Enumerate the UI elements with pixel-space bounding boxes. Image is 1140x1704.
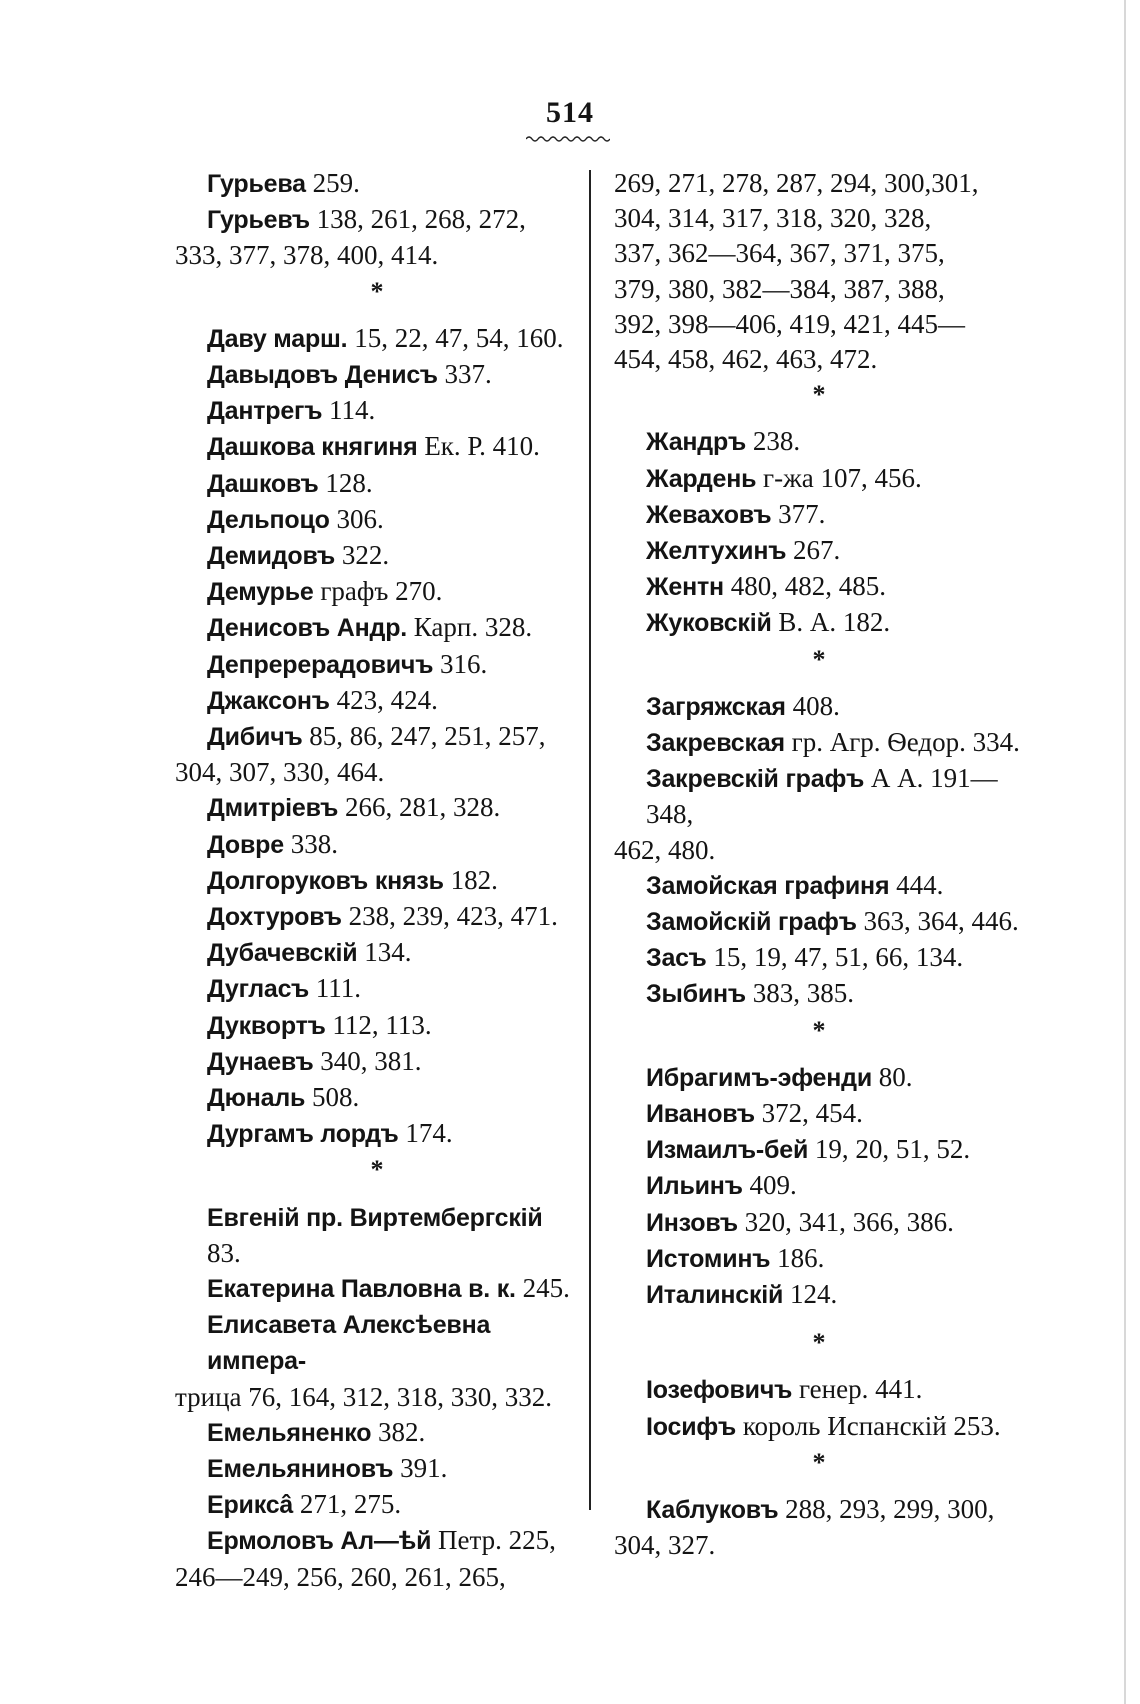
- entry-name: Загряжская: [646, 692, 786, 721]
- index-entry: [646, 461, 1024, 497]
- section-separator-asterisk: *: [370, 276, 384, 306]
- index-entry-continuation: 269, 271, 278, 287, 294, 300,301,: [614, 168, 979, 198]
- entry-references: 124.: [783, 1279, 838, 1310]
- entry-references: г-жа 107, 456.: [756, 462, 922, 493]
- index-entry: [646, 940, 1024, 976]
- entry-references: 337.: [437, 359, 492, 389]
- entry-name: Ериксâ: [207, 1491, 294, 1520]
- entry-references: 383, 385.: [745, 978, 854, 1009]
- entry-references: 322.: [335, 540, 390, 571]
- entry-name: Даву марш.: [207, 324, 348, 353]
- entry-name: Каблуковъ: [646, 1496, 779, 1525]
- entry-name: Дюналь: [207, 1084, 306, 1113]
- section-separator-asterisk: *: [812, 644, 826, 674]
- entry-name: Дуквортъ: [207, 1011, 326, 1040]
- entry-name: Дубачевскій: [207, 939, 358, 968]
- entry-references: 174.: [398, 1118, 453, 1149]
- entry-name: Джаксонъ: [207, 686, 330, 715]
- entry-references: 182.: [443, 864, 498, 895]
- index-entry: [207, 574, 579, 610]
- entry-name: Дельпоцо: [207, 505, 330, 534]
- entry-references: 111.: [309, 973, 361, 1004]
- entry-name: Дантрегъ: [207, 397, 323, 426]
- entry-name: Екатерина Павловна в. к.: [207, 1275, 516, 1304]
- index-entry: [207, 719, 579, 755]
- entry-name: Истоминъ: [646, 1244, 771, 1273]
- entry-references: В. А. 182.: [771, 607, 891, 638]
- entry-name: Іосифъ: [646, 1412, 737, 1441]
- index-entry: [207, 538, 579, 574]
- entry-name: Ермоловъ Ал—ѣй: [207, 1527, 432, 1556]
- entry-name: Гурьева: [207, 170, 306, 198]
- index-entry: [646, 605, 1024, 641]
- entry-references: А А. 191—348,: [646, 763, 998, 830]
- entry-name: Дургамъ лордъ: [207, 1120, 399, 1149]
- index-entry: [646, 424, 1024, 460]
- index-entry: [207, 899, 579, 935]
- index-entry-continuation: 454, 458, 462, 463, 472.: [614, 344, 878, 375]
- entry-references: 508.: [305, 1082, 360, 1113]
- entry-name: Дашкова княгиня: [207, 433, 418, 462]
- entry-references: 316.: [433, 648, 488, 679]
- index-entry: [207, 863, 579, 899]
- entry-references: 266, 281, 328.: [338, 792, 501, 823]
- index-entry: [207, 1307, 579, 1379]
- entry-name: Инзовъ: [646, 1208, 738, 1237]
- entry-references: Петр. 225,: [431, 1525, 556, 1556]
- entry-references: 245.: [515, 1273, 570, 1304]
- index-entry: [207, 1487, 579, 1523]
- index-entry: [207, 357, 579, 393]
- entry-name: Емельяненко: [207, 1418, 372, 1447]
- entry-references: 391.: [393, 1453, 448, 1484]
- index-entry-continuation: 462, 480.: [614, 834, 716, 865]
- entry-name: Іозефовичъ: [646, 1376, 793, 1405]
- index-entry: [207, 321, 579, 357]
- index-entry: [207, 1200, 579, 1271]
- index-entry: [646, 1241, 1024, 1277]
- section-separator-asterisk: *: [812, 1015, 826, 1045]
- index-entry: [207, 1271, 579, 1307]
- entry-references: 377.: [771, 498, 826, 529]
- entry-references: 15, 19, 47, 51, 66, 134.: [706, 942, 964, 973]
- index-entry-continuation: трица 76, 164, 312, 318, 330, 332.: [175, 1381, 553, 1412]
- entry-name: Довре: [207, 830, 284, 859]
- index-entry: [646, 1060, 1024, 1096]
- entry-references: 444.: [889, 869, 944, 900]
- entry-references: король Испанскій 253.: [736, 1410, 1001, 1441]
- index-entry: [646, 1096, 1024, 1132]
- section-separator-asterisk: *: [812, 380, 826, 410]
- index-entry: [207, 1044, 579, 1080]
- entry-name: Демурье: [207, 578, 314, 607]
- index-entry-continuation: 392, 398—406, 419, 421, 445—: [614, 308, 965, 339]
- index-entry: [646, 868, 1024, 904]
- index-column-right: [614, 166, 1024, 1563]
- entry-references: 480, 482, 485.: [723, 571, 886, 602]
- index-entry: [207, 502, 579, 538]
- page-number: 514: [546, 96, 594, 129]
- entry-references: 320, 341, 366, 386.: [737, 1206, 954, 1237]
- index-entry: [646, 689, 1024, 725]
- entry-references: 19, 20, 51, 52.: [808, 1134, 971, 1165]
- entry-references: 423, 424.: [329, 684, 438, 715]
- entry-references: 306.: [329, 503, 384, 534]
- entry-name: Долгоруковъ князь: [207, 866, 444, 895]
- entry-references: 363, 364, 446.: [856, 906, 1019, 937]
- entry-name: Замойская графиня: [646, 871, 890, 900]
- entry-references: 83.: [207, 1237, 241, 1268]
- index-entry: [646, 569, 1024, 605]
- entry-name: Давыдовъ Денисъ: [207, 361, 438, 389]
- entry-name: Елисавета Алексѣевна импера-: [207, 1311, 491, 1376]
- entry-name: Замойскій графъ: [646, 908, 857, 937]
- entry-name: Денисовъ Андр.: [207, 614, 408, 643]
- index-entry: [207, 466, 579, 502]
- entry-references: 112, 113.: [325, 1009, 432, 1040]
- section-separator-asterisk: *: [812, 1447, 826, 1477]
- entry-name: Емельяниновъ: [207, 1455, 394, 1484]
- index-entry: [207, 647, 579, 683]
- index-entry-continuation: 304, 307, 330, 464.: [175, 757, 385, 788]
- index-entry: [207, 166, 579, 202]
- entry-references: гр. Агр. Ѳедор. 334.: [784, 727, 1020, 758]
- entry-name: Гурьевъ: [207, 206, 310, 235]
- index-entry: [207, 827, 579, 863]
- entry-name: Италинскій: [646, 1281, 784, 1310]
- entry-name: Жардень: [646, 464, 757, 493]
- entry-references: 80.: [872, 1061, 913, 1092]
- index-entry: [207, 429, 579, 465]
- entry-name: Измаилъ-бей: [646, 1136, 809, 1165]
- entry-name: Желтухинъ: [646, 537, 787, 566]
- index-entry: [207, 1080, 579, 1116]
- entry-references: 338.: [283, 828, 338, 859]
- index-entry: [646, 976, 1024, 1012]
- entry-name: Дашковъ: [207, 469, 319, 498]
- entry-references: 267.: [786, 535, 841, 566]
- entry-references: 382.: [371, 1416, 426, 1447]
- index-entry: [207, 971, 579, 1007]
- index-entry: [207, 935, 579, 971]
- index-entry: [207, 683, 579, 719]
- index-entry: [646, 1168, 1024, 1204]
- entry-name: Дибичъ: [207, 723, 303, 752]
- index-entry: [207, 1008, 579, 1044]
- page-number-wavy-underline: [526, 134, 610, 144]
- index-entry: [207, 1523, 579, 1559]
- entry-name: Ибрагимъ-эфенди: [646, 1063, 873, 1092]
- entry-references: 186.: [770, 1242, 825, 1273]
- index-entry: [646, 1372, 1024, 1408]
- index-entry: [207, 1116, 579, 1152]
- entry-references: Ек. Р. 410.: [417, 431, 540, 462]
- index-entry: [207, 790, 579, 826]
- entry-references: Карп. 328.: [407, 612, 533, 643]
- entry-references: 259.: [305, 168, 360, 198]
- section-separator-asterisk: *: [812, 1328, 826, 1358]
- entry-name: Дунаевъ: [207, 1047, 314, 1076]
- entry-name: Закревскій графъ: [646, 765, 865, 794]
- entry-name: Жуковскій: [646, 609, 772, 638]
- index-entry-continuation: 333, 377, 378, 400, 414.: [175, 240, 439, 271]
- entry-references: 340, 381.: [313, 1045, 422, 1076]
- entry-references: 15, 22, 47, 54, 160.: [347, 322, 564, 353]
- index-column-left: [175, 166, 579, 1595]
- entry-name: Зыбинъ: [646, 980, 746, 1009]
- entry-name: Демидовъ: [207, 542, 336, 571]
- index-entry: [207, 202, 579, 238]
- index-entry: [646, 761, 1024, 832]
- index-entry: [207, 610, 579, 646]
- entry-name: Жентн: [646, 573, 724, 602]
- index-entry-continuation: 304, 327.: [614, 1530, 716, 1561]
- entry-references: 408.: [785, 690, 840, 721]
- entry-references: 85, 86, 247, 251, 257,: [302, 721, 546, 752]
- entry-name: Жеваховъ: [646, 500, 772, 529]
- index-entry: [646, 1132, 1024, 1168]
- entry-references: 138, 261, 268, 272,: [309, 204, 526, 235]
- entry-name: Дмитріевъ: [207, 794, 339, 823]
- entry-name: Депререрадовичъ: [207, 650, 434, 679]
- index-entry: [646, 725, 1024, 761]
- column-divider: [589, 170, 591, 1510]
- index-entry: [207, 393, 579, 429]
- entry-references: 128.: [318, 467, 373, 498]
- entry-references: 134.: [357, 937, 412, 968]
- index-entry-continuation: 379, 380, 382—384, 387, 388,: [614, 273, 945, 304]
- index-entry-continuation: 304, 314, 317, 318, 320, 328,: [614, 203, 932, 234]
- entry-references: генер. 441.: [792, 1374, 923, 1405]
- entry-name: Ивановъ: [646, 1100, 755, 1129]
- index-entry: [207, 1415, 579, 1451]
- entry-references: 238.: [746, 426, 801, 457]
- index-entry: [646, 533, 1024, 569]
- entry-name: Засъ: [646, 944, 707, 973]
- entry-references: графъ 270.: [313, 576, 443, 607]
- entry-references: 114.: [322, 395, 376, 426]
- index-entry: [646, 1277, 1024, 1313]
- index-entry: [207, 1451, 579, 1487]
- index-entry: [646, 1205, 1024, 1241]
- entry-name: Дохтуровъ: [207, 903, 342, 932]
- index-entry: [646, 1409, 1024, 1445]
- page-edge: [1124, 0, 1126, 1704]
- index-entry-continuation: 337, 362—364, 367, 371, 375,: [614, 238, 945, 269]
- index-entry: [646, 904, 1024, 940]
- entry-references: 409.: [742, 1170, 797, 1201]
- section-separator-asterisk: *: [370, 1155, 384, 1185]
- index-entry: [646, 1492, 1024, 1528]
- entry-name: Закревская: [646, 729, 785, 758]
- entry-references: 372, 454.: [754, 1098, 863, 1129]
- index-entry-continuation: 246—249, 256, 260, 261, 265,: [175, 1561, 506, 1592]
- index-entry: [646, 497, 1024, 533]
- entry-references: 238, 239, 423, 471.: [341, 901, 558, 932]
- entry-references: 271, 275.: [293, 1489, 402, 1520]
- entry-name: Жандръ: [646, 428, 747, 457]
- entry-name: Евгеній пр. Виртембергскій: [207, 1203, 543, 1232]
- entry-name: Дугласъ: [207, 975, 309, 1004]
- entry-name: Ильинъ: [646, 1172, 743, 1201]
- entry-references: 288, 293, 299, 300,: [778, 1494, 995, 1525]
